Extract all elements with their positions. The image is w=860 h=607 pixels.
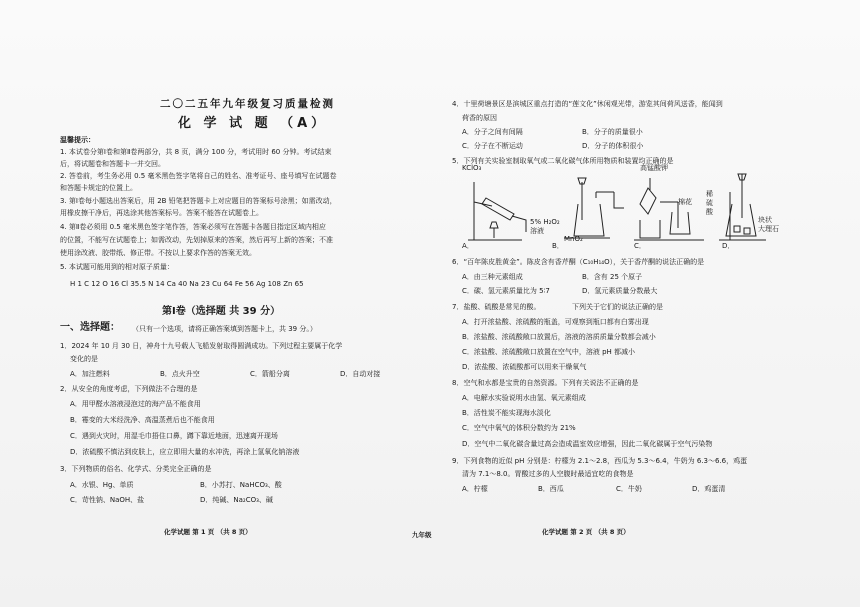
tip-line: 和答题卡规定的位置上。 [60,184,137,192]
question-1-stem: 1．2024 年 10 月 30 日，神舟十九号载人飞船发射取得圆满成功。下列过程主要属于化学 [60,342,343,350]
option: A．加注燃料 [70,370,110,378]
tip-line: 的位置，不能写在试题卷上；如需改动，先划掉原来的答案，然后再写上新的答案；不准 [60,236,333,244]
option: A．电解水实验说明水由氢、氧元素组成 [462,394,586,402]
tip-line: 后，将试题卷和答题卡一并交回。 [60,160,165,168]
option: A．分子之间有间隔 [462,128,523,136]
subject-title: 化 学 试 题 （A） [178,116,329,131]
tip-line: 5. 本试题可能用到的相对原子质量： [60,263,174,271]
exam-title: 二〇二五年九年级复习质量检测 [160,98,335,110]
option: D．鸡蛋清 [692,485,726,493]
option: C．分子在不断运动 [462,142,523,150]
option: A． [462,242,474,250]
tip-line: 使用涂改液、胶带纸、修正带。不按以上要求作答的答案无效。 [60,249,256,257]
option: C． [634,242,646,250]
option: D．纯碱、Na₂CO₃、碱 [200,496,273,504]
option: B．小苏打、NaHCO₃、酸 [200,481,282,489]
label-h2o2: 溶液 [530,227,544,235]
option: C．箭船分离 [250,370,290,378]
label-acid: 酸 [706,208,713,216]
option: A．水银、Hg、单质 [70,481,134,489]
question-6-stem: 6．“百年陈皮胜黄金”。陈皮含有香芹酮（C₁₀H₁₄O），关于香芹酮的说法正确的是 [452,258,705,266]
question-2-stem: 2．从安全的角度考虑，下列做法不合理的是 [60,385,198,393]
tips-heading: 温馨提示： [60,136,95,144]
option: B．含有 25 个原子 [582,273,643,281]
option: C．浓盐酸、浓硫酸敞口放置在空气中，溶液 pH 都减小 [462,348,636,356]
section1-note: （只有一个选项，请将正确答案填到答题卡上，共 39 分。） [132,325,317,333]
option: C．遇到火灾时，用湿毛巾捂住口鼻，蹲下靠近地面，迅速离开现场 [70,432,278,440]
option: D．浓硫酸不慎沾到皮肤上，应立即用大量的水冲洗，再涂上氢氧化钠溶液 [70,448,300,456]
option: A．打开浓盐酸、浓硫酸的瓶盖，可观察到瓶口都有白雾出现 [462,318,649,326]
tip-line: 用橡皮擦干净后，再选涂其他答案标号。答案不能答在试题卷上。 [60,209,263,217]
side-mark: 九年级 [412,531,432,539]
page-footer: 化学试题 第 2 页 （共 8 页） [542,528,630,536]
section1-title: 一、选择题： [60,322,120,333]
tip-line: 1. 本试卷分第Ⅰ卷和第Ⅱ卷两部分，共 8 页，满分 100 分，考试用时 60 分钟。考试结束 [60,148,332,156]
option: D．空气中二氧化碳含量过高会造成温室效应增强，因此二氧化碳属于空气污染物 [462,440,713,448]
tip-line: 2. 答卷前，考生务必用 0.5 毫米黑色签字笔将自己的姓名、准考证号、座号填写在试题卷 [60,172,337,180]
option: B．点火升空 [160,370,200,378]
question-9-stem: 9．下列食物的近似 pH 分别是：柠檬为 2.1～2.8，西瓜为 5.3～6.4，牛奶为 6.3～6.6，鸡蛋 [452,457,748,465]
option: A．由三种元素组成 [462,273,523,281]
option: D．氢元素质量分数最大 [582,287,658,295]
option: B． [552,242,564,250]
option: D．分子的体积很小 [582,142,644,150]
label-kclo3: KClO₃ [462,164,482,172]
question-5-stem: 5．下列有关实验室制取氧气或二氧化碳气体所用物质和装置均正确的是 [452,157,674,165]
option: A．用甲醛水溶液浸泡过的海产品不能食用 [70,400,201,408]
page-footer: 化学试题 第 1 页 （共 8 页） [164,528,252,536]
atomic-masses: H 1 C 12 O 16 Cl 35.5 N 14 Ca 40 Na 23 Cu 64 Fe 56 Ag 108 Zn 65 [70,280,304,288]
option: C．牛奶 [616,485,642,493]
apparatus-diagram [464,168,769,248]
label-acid: 稀 [706,190,713,198]
option: C．苛性钠、NaOH、盐 [70,496,145,504]
label-marble: 大理石 [758,225,779,233]
question-7-stem: 7．盐酸、硫酸是常见的酸。 [452,303,541,311]
question-7-stem: 下列关于它们的说法正确的是 [572,303,663,311]
question-1-stem: 变化的是 [70,355,98,363]
option: C．碳、氢元素质量比为 5∶7 [462,287,550,295]
option: B．活性炭不能实现海水淡化 [462,409,551,417]
option: B．分子的质量很小 [582,128,643,136]
label-acid: 硫 [706,199,713,207]
label-marble: 块状 [758,216,772,224]
option: D． [722,242,735,250]
question-3-stem: 3．下列物质的俗名、化学式、分类完全正确的是 [60,465,212,473]
exam-page-2 [452,80,797,550]
option: C．空气中氧气的体积分数约为 21% [462,424,576,432]
exam-page-1 [60,80,432,550]
part1-title: 第Ⅰ卷（选择题 共 39 分） [162,306,281,317]
question-8-stem: 8．空气和水都是宝贵的自然资源。下列有关说法不正确的是 [452,379,639,387]
option: D．浓盐酸、浓硫酸都可以用来干燥氧气 [462,363,587,371]
question-4-stem: 4．十里荷塘景区是滨城区重点打造的“莲文化”休闲观光带，游览其间荷风送香，能闻到 [452,100,723,108]
question-9-stem: 清为 7.1～8.0。胃酸过多的人空腹时最适宜吃的食物是 [462,470,634,478]
label-kmno4: 高锰酸钾 [640,164,668,172]
option: B．霉变的大米经洗净、高温蒸煮后也不能食用 [70,416,215,424]
question-4-stem: 荷香的原因 [462,114,497,122]
option: B．西瓜 [538,485,564,493]
label-cotton: 棉花 [678,198,692,206]
label-mno2: MnO₂ [564,235,583,243]
label-h2o2: 5% H₂O₂ [530,218,560,226]
option: D．自动对接 [340,370,381,378]
option: A．柠檬 [462,485,488,493]
option: B．浓盐酸、浓硫酸敞口放置后，溶液的溶质质量分数都会减小 [462,333,656,341]
tip-line: 4. 第Ⅱ卷必须用 0.5 毫米黑色签字笔作答，答案必须写在答题卡各题目指定区域内相应 [60,223,326,231]
tip-line: 3. 第Ⅰ卷每小题选出答案后，用 2B 铅笔把答题卡上对应题目的答案标号涂黑；如需改动， [60,197,337,205]
